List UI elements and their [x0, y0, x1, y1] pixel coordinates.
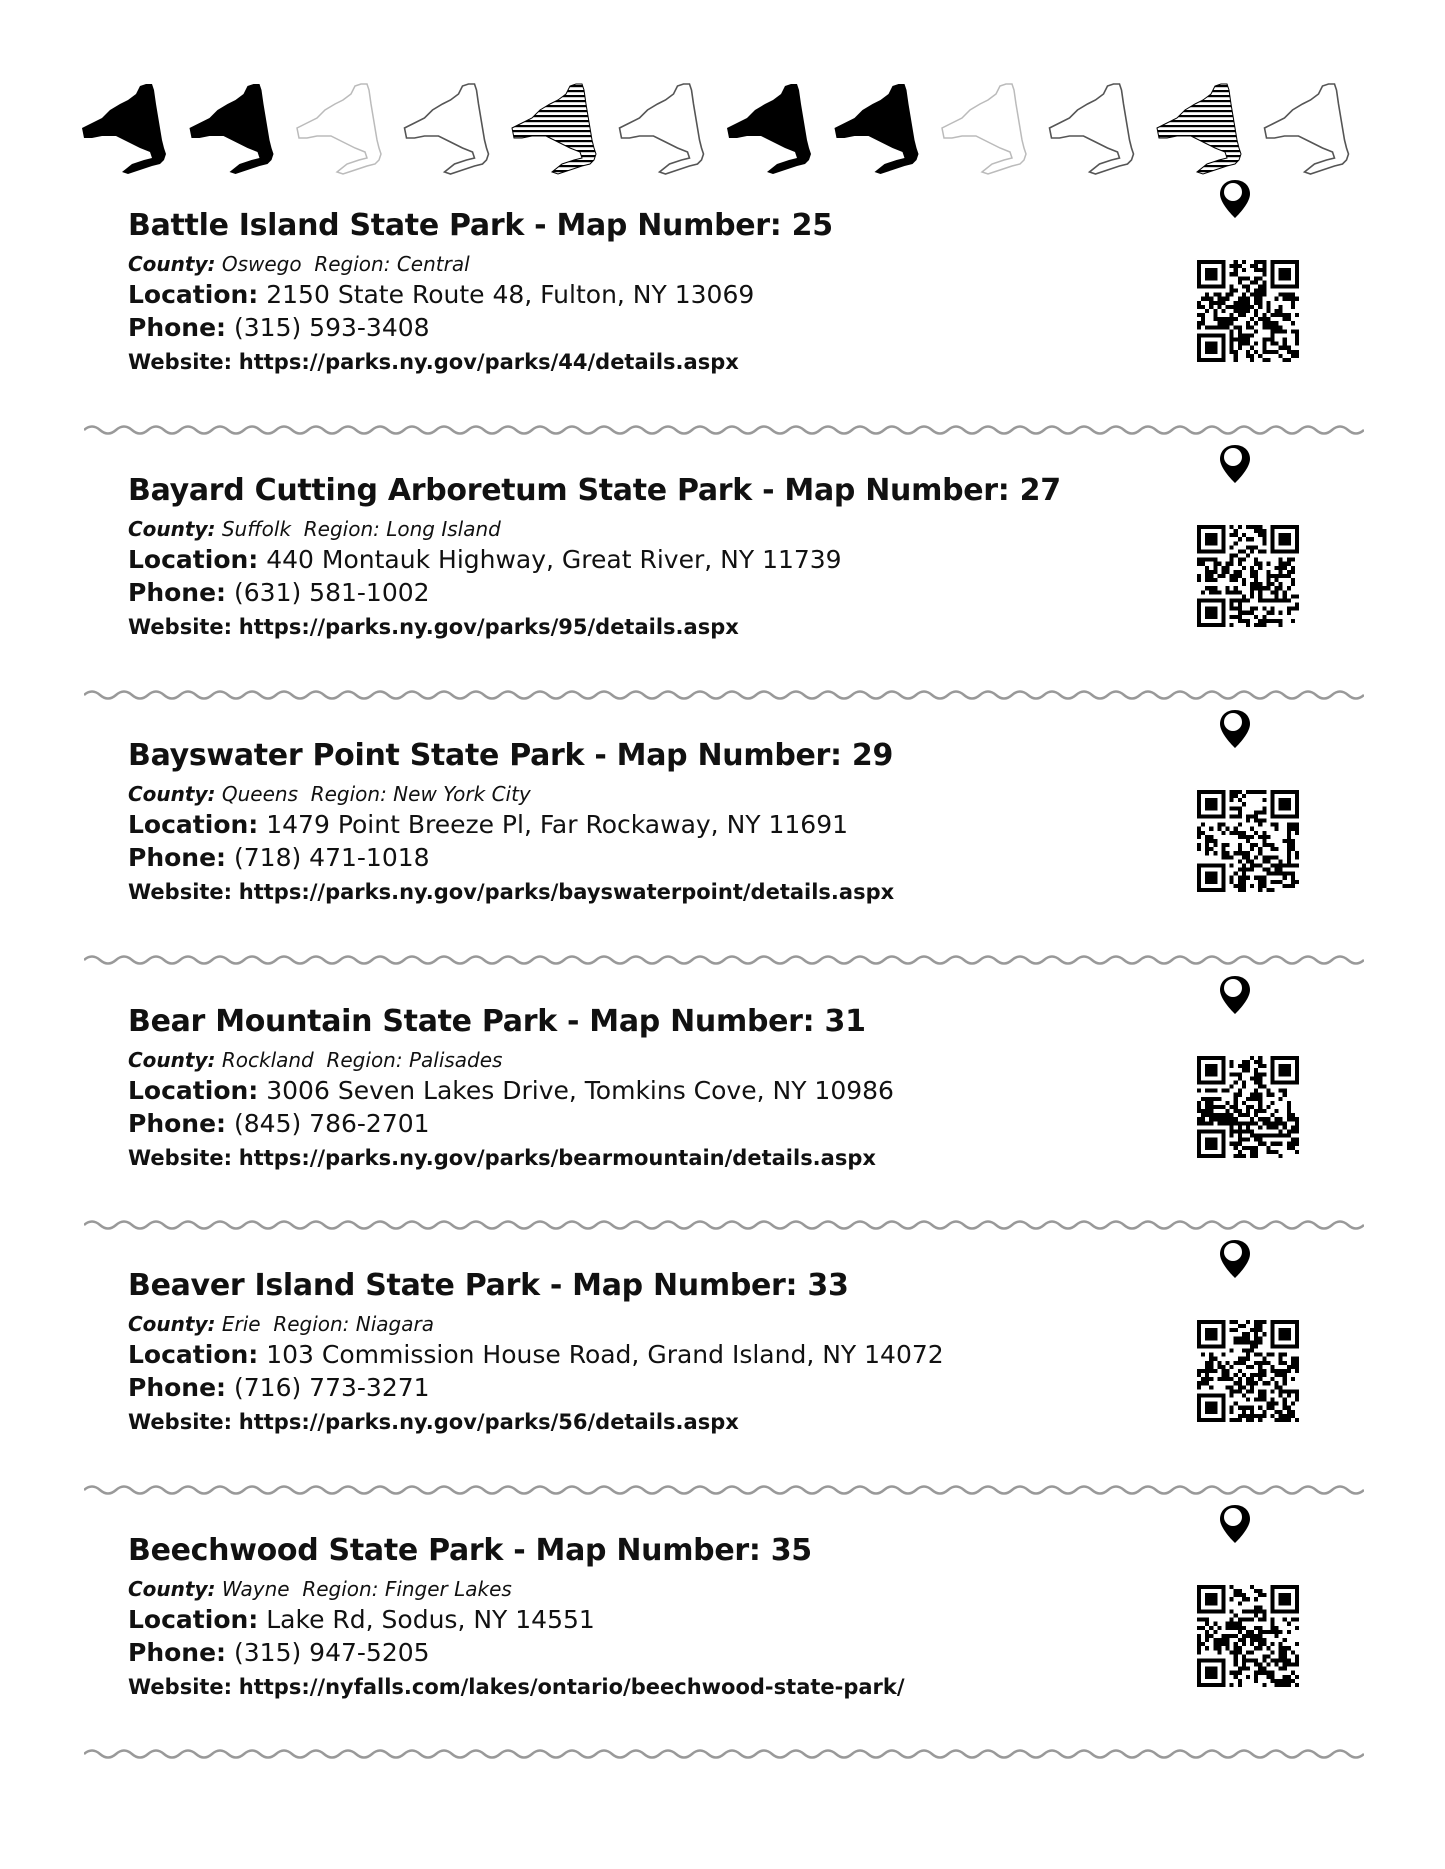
website-label: Website:: [128, 615, 233, 639]
map-pin-icon: [1218, 178, 1252, 220]
county-value: Erie: [221, 1312, 261, 1336]
county-label: County:: [128, 782, 216, 806]
park-title: Bayard Cutting Arboretum State Park - Map Number: 27: [128, 473, 1061, 508]
wave-divider: [84, 1217, 1364, 1233]
phone-value[interactable]: (315) 947-5205: [234, 1638, 430, 1667]
location-label: Location:: [128, 545, 259, 574]
park-name: Bear Mountain State Park: [128, 1004, 557, 1039]
map-number-label: Map Number:: [784, 473, 1010, 508]
ny-state-icon: [82, 84, 166, 174]
location-value: 3006 Seven Lakes Drive, Tomkins Cove, NY 10986: [266, 1076, 894, 1105]
park-name: Beaver Island State Park: [128, 1268, 540, 1303]
county-value: Wayne: [221, 1577, 290, 1601]
county-region-row: [128, 782, 531, 806]
county-value: Rockland: [221, 1048, 314, 1072]
park-name: Bayard Cutting Arboretum State Park: [128, 473, 752, 508]
location-row: [128, 1605, 595, 1634]
county-value: Oswego: [221, 252, 302, 276]
map-pin-icon: [1218, 974, 1252, 1016]
wave-divider: [84, 1746, 1364, 1762]
location-label: Location:: [128, 1076, 259, 1105]
park-title: Battle Island State Park - Map Number: 25: [128, 208, 833, 243]
ny-state-icon: [1265, 84, 1349, 174]
website-link[interactable]: https://parks.ny.gov/parks/56/details.aspx: [238, 1410, 739, 1434]
phone-value[interactable]: (716) 773-3271: [234, 1373, 430, 1402]
park-entry: [128, 208, 1308, 428]
county-label: County:: [128, 1312, 216, 1336]
map-number: 31: [824, 1004, 866, 1039]
region-label: Region:: [326, 1048, 403, 1072]
website-link[interactable]: https://parks.ny.gov/parks/95/details.aspx: [238, 615, 739, 639]
map-number: 33: [807, 1268, 849, 1303]
region-label: Region:: [310, 782, 387, 806]
phone-label: Phone:: [128, 313, 227, 342]
location-label: Location:: [128, 1340, 259, 1369]
park-title: Bayswater Point State Park - Map Number: 29: [128, 738, 894, 773]
website-label: Website:: [128, 880, 233, 904]
qr-code[interactable]: [1196, 260, 1300, 362]
ny-state-icon: [405, 84, 489, 174]
phone-row: [128, 1109, 430, 1138]
park-entry: [128, 738, 1308, 958]
park-name: Beechwood State Park: [128, 1533, 504, 1568]
ny-state-banner: [80, 80, 1370, 176]
location-value: Lake Rd, Sodus, NY 14551: [266, 1605, 595, 1634]
park-entry: [128, 1533, 1308, 1753]
region-label: Region:: [273, 1312, 350, 1336]
phone-row: [128, 1638, 430, 1667]
region-value: Central: [396, 252, 470, 276]
ny-state-icon: [1157, 84, 1241, 174]
region-value: Finger Lakes: [384, 1577, 512, 1601]
region-value: New York City: [393, 782, 531, 806]
region-label: Region:: [303, 517, 380, 541]
location-row: [128, 545, 842, 574]
wave-divider: [84, 687, 1364, 703]
phone-value[interactable]: (845) 786-2701: [234, 1109, 430, 1138]
park-title: Beechwood State Park - Map Number: 35: [128, 1533, 812, 1568]
ny-state-icon: [620, 84, 704, 174]
phone-value[interactable]: (718) 471-1018: [234, 843, 430, 872]
phone-label: Phone:: [128, 1109, 227, 1138]
region-value: Long Island: [386, 517, 501, 541]
website-row: [128, 880, 894, 904]
location-row: [128, 810, 848, 839]
phone-row: [128, 313, 430, 342]
location-row: [128, 1340, 944, 1369]
park-entry: [128, 1268, 1308, 1488]
map-number: 35: [770, 1533, 812, 1568]
county-label: County:: [128, 1048, 216, 1072]
map-number: 29: [851, 738, 894, 773]
park-entry: [128, 1004, 1308, 1224]
ny-state-icon: [512, 84, 596, 174]
county-region-row: [128, 252, 470, 276]
county-region-row: [128, 1048, 502, 1072]
map-pin-icon: [1218, 708, 1252, 750]
phone-label: Phone:: [128, 843, 227, 872]
location-value: 2150 State Route 48, Fulton, NY 13069: [266, 280, 755, 309]
phone-row: [128, 578, 430, 607]
ny-state-icon: [942, 84, 1026, 174]
location-value: 103 Commission House Road, Grand Island, NY 14072: [266, 1340, 944, 1369]
ny-state-icon: [190, 84, 274, 174]
phone-row: [128, 843, 430, 872]
county-value: Queens: [221, 782, 298, 806]
website-label: Website:: [128, 1410, 233, 1434]
location-value: 440 Montauk Highway, Great River, NY 11739: [266, 545, 842, 574]
website-label: Website:: [128, 350, 233, 374]
location-value: 1479 Point Breeze Pl, Far Rockaway, NY 11691: [266, 810, 849, 839]
qr-code[interactable]: [1196, 1056, 1300, 1158]
website-row: [128, 1675, 905, 1699]
website-row: [128, 1410, 739, 1434]
location-label: Location:: [128, 810, 259, 839]
county-label: County:: [128, 517, 216, 541]
region-value: Niagara: [355, 1312, 434, 1336]
location-label: Location:: [128, 1605, 259, 1634]
map-number-label: Map Number:: [616, 738, 842, 773]
phone-row: [128, 1373, 430, 1402]
phone-value[interactable]: (315) 593-3408: [234, 313, 430, 342]
map-number-label: Map Number:: [556, 208, 782, 243]
website-row: [128, 350, 739, 374]
website-row: [128, 615, 739, 639]
wave-divider: [84, 952, 1364, 968]
phone-value[interactable]: (631) 581-1002: [234, 578, 430, 607]
map-number-label: Map Number:: [535, 1533, 761, 1568]
map-pin-icon: [1218, 1238, 1252, 1280]
ny-state-icon: [1050, 84, 1134, 174]
website-link[interactable]: https://parks.ny.gov/parks/bayswaterpoint/details.aspx: [238, 880, 895, 904]
ny-state-icon: [297, 84, 381, 174]
county-label: County:: [128, 252, 216, 276]
location-label: Location:: [128, 280, 259, 309]
map-pin-icon: [1218, 443, 1252, 485]
map-pin-icon: [1218, 1503, 1252, 1545]
phone-label: Phone:: [128, 578, 227, 607]
county-label: County:: [128, 1577, 216, 1601]
qr-code[interactable]: [1196, 790, 1300, 892]
location-row: [128, 1076, 894, 1105]
wave-divider: [84, 1482, 1364, 1498]
website-row: [128, 1146, 876, 1170]
park-name: Bayswater Point State Park: [128, 738, 585, 773]
county-region-row: [128, 1577, 512, 1601]
map-number-label: Map Number:: [572, 1268, 798, 1303]
qr-code[interactable]: [1196, 1320, 1300, 1422]
park-title: Bear Mountain State Park - Map Number: 31: [128, 1004, 866, 1039]
map-number: 27: [1019, 473, 1061, 508]
website-link[interactable]: https://nyfalls.com/lakes/ontario/beechwood-state-park/: [238, 1675, 905, 1699]
region-label: Region:: [314, 252, 391, 276]
county-region-row: [128, 1312, 434, 1336]
phone-label: Phone:: [128, 1638, 227, 1667]
region-label: Region:: [302, 1577, 379, 1601]
website-label: Website:: [128, 1146, 233, 1170]
qr-code[interactable]: [1196, 525, 1300, 627]
wave-divider: [84, 422, 1364, 438]
map-number-label: Map Number:: [589, 1004, 815, 1039]
ny-state-icon: [727, 84, 811, 174]
qr-code[interactable]: [1196, 1585, 1300, 1687]
park-entry: [128, 473, 1308, 693]
county-value: Suffolk: [221, 517, 292, 541]
website-link[interactable]: https://parks.ny.gov/parks/44/details.aspx: [238, 350, 739, 374]
website-link[interactable]: https://parks.ny.gov/parks/bearmountain/details.aspx: [238, 1146, 876, 1170]
region-value: Palisades: [408, 1048, 503, 1072]
ny-state-icon: [835, 84, 919, 174]
phone-label: Phone:: [128, 1373, 227, 1402]
map-number: 25: [791, 208, 833, 243]
park-name: Battle Island State Park: [128, 208, 524, 243]
park-title: Beaver Island State Park - Map Number: 33: [128, 1268, 849, 1303]
website-label: Website:: [128, 1675, 233, 1699]
county-region-row: [128, 517, 501, 541]
location-row: [128, 280, 754, 309]
